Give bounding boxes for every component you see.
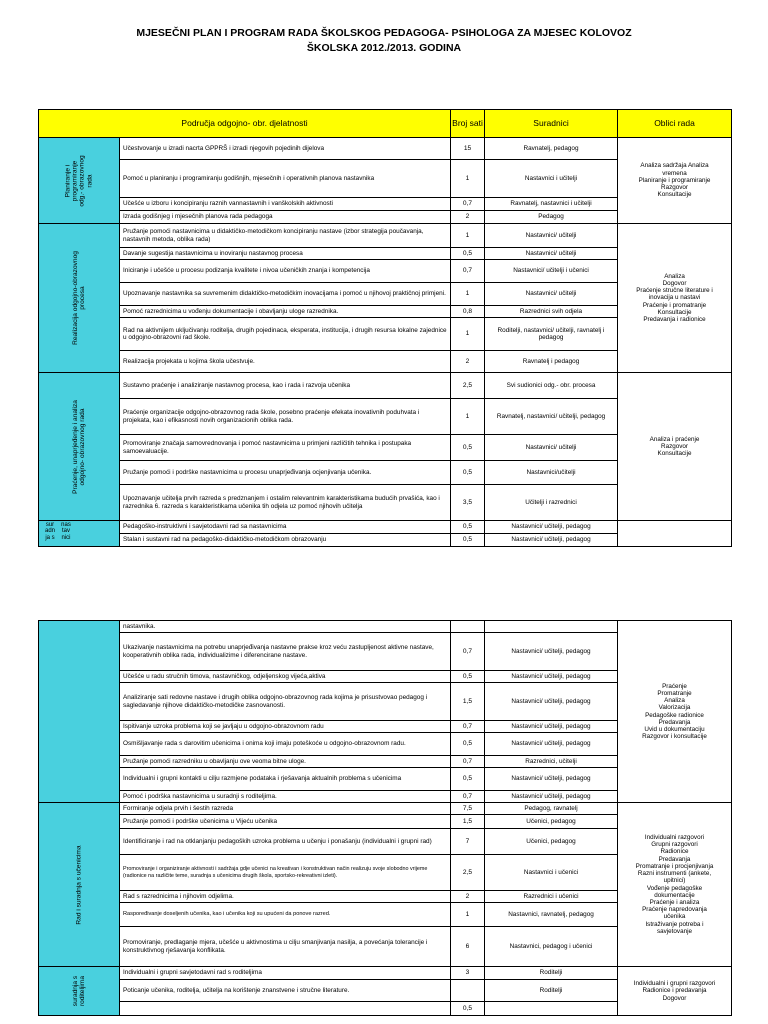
collab-cell: Razrednici, učitelji bbox=[485, 756, 618, 768]
activity-cell: Učešće u radu stručnih timova, nastavničkog, odjeljenskog vijeća,aktiva bbox=[120, 671, 451, 683]
collab-cell: Nastavnici/ učitelji, pedagog bbox=[485, 768, 618, 791]
area-label-ucenici: Rad i suradnja s učenicima bbox=[39, 803, 120, 967]
activity-cell: Izrada godišnjeg i mjesečnih planova rada pedagoga bbox=[120, 211, 451, 224]
hours-cell: 0,7 bbox=[451, 721, 485, 733]
hours-cell: 0,5 bbox=[451, 1002, 485, 1016]
collab-cell: Roditelji bbox=[485, 967, 618, 980]
table-row bbox=[39, 967, 732, 980]
hours-cell: 2,5 bbox=[451, 373, 485, 399]
collab-cell: Nastavnici/ učitelji, pedagog bbox=[485, 791, 618, 803]
activity-cell: Osmišljavanje rada s darovitim učenicima i onima koji imaju poteškoće u odgojno-obrazovnom radu. bbox=[120, 733, 451, 756]
area-label-continued bbox=[39, 621, 120, 803]
activity-cell: Stalan i sustavni rad na pedagoško-didaktičko-metodičkom obrazovanju bbox=[120, 534, 451, 547]
collab-cell: Nastavnici, ravnatelj, pedagog bbox=[485, 903, 618, 927]
area-label-roditelji: suradnja s roditeljima bbox=[39, 967, 120, 1016]
hours-cell: 1 bbox=[451, 399, 485, 435]
collab-cell: Učitelji i razrednici bbox=[485, 485, 618, 521]
activity-cell: Poticanje učenika, roditelja, učitelja na korištenje znanstvene i stručne literature. bbox=[120, 980, 451, 1002]
hours-cell: 0,7 bbox=[451, 198, 485, 211]
hours-cell: 0,7 bbox=[451, 756, 485, 768]
collab-cell: Ravnatelj i pedagog bbox=[485, 351, 618, 373]
activity-cell: Raspoređivanje doseljenih učenika, kao i učenika koji su upućeni da ponove razred. bbox=[120, 903, 451, 927]
table-row bbox=[39, 138, 732, 160]
collab-cell: Ravnatelj, nastavnici i učitelji bbox=[485, 198, 618, 211]
collab-cell: Nastavnici/ učitelji, pedagog bbox=[485, 521, 618, 534]
activity-cell: Individualni i grupni savjetodavni rad s roditeljima bbox=[120, 967, 451, 980]
collab-cell bbox=[485, 1002, 618, 1016]
collab-cell: Ravnatelj, nastavnici/ učitelji, pedagog bbox=[485, 399, 618, 435]
hours-cell: 0,5 bbox=[451, 461, 485, 485]
table-row bbox=[39, 224, 732, 248]
activity-cell: Rad s razrednicima i njihovim odjelima. bbox=[120, 891, 451, 903]
activity-cell bbox=[120, 1002, 451, 1016]
activity-cell: Promoviranje i organiziranje aktivnosti i sadržaja gdje učenici na kreativan i konstruktivan način realizuju svoje slobodno vrijeme (radionice na različite teme, suradnja s učenicima drugih škola, sportsko-rekreativni izleti). bbox=[120, 855, 451, 891]
hours-cell: 3,5 bbox=[451, 485, 485, 521]
hours-cell: 1,5 bbox=[451, 683, 485, 721]
forms-cell: Individualni razgovori Grupni razgovori Radionice Predavanja Promatranje i procjenjivanja Razni instrumenti (ankete, upitnici) Vođenje pedagoške dokumentacije Praćenje i analiza Praćenje napredovanja učenika Istraživanje potreba i savjetovanje bbox=[618, 803, 732, 967]
forms-cell: Analiza sadržaja Analiza vremena Planiranje i programiranje Razgovor Konsultacije bbox=[618, 138, 732, 224]
hours-cell: 0,5 bbox=[451, 733, 485, 756]
collab-cell: Pedagog bbox=[485, 211, 618, 224]
activity-cell: Ukazivanje nastavnicima na potrebu unaprjeđivanja nastavne prakse kroz veću zastupljenost aktivne nastave, kooperativnih oblika rada, individualizime i diferencirane nastave. bbox=[120, 633, 451, 671]
hours-cell: 2 bbox=[451, 891, 485, 903]
hours-cell: 0,7 bbox=[451, 633, 485, 671]
activity-cell: nastavnika. bbox=[120, 621, 451, 633]
collab-cell: Nastavnici/ učitelji, pedagog bbox=[485, 733, 618, 756]
hours-cell: 0,5 bbox=[451, 521, 485, 534]
title-line-1: MJESEČNI PLAN I PROGRAM RADA ŠKOLSKOG PEDAGOGA- PSIHOLOGA ZA MJESEC KOLOVOZ bbox=[136, 27, 632, 39]
hours-cell: 0,8 bbox=[451, 306, 485, 318]
activity-cell: Davanje sugestija nastavnicima u inoviranju nastavnog procesa bbox=[120, 248, 451, 260]
collab-cell: Pedagog, ravnatelj bbox=[485, 803, 618, 815]
hours-cell: 2,5 bbox=[451, 855, 485, 891]
hours-cell: 0,5 bbox=[451, 671, 485, 683]
area-label-pracenje: Praćenje, unaprjeđenje i analiza odgojno- obrazovnog rada bbox=[39, 373, 120, 521]
collab-cell: Nastavnici/ učitelji, pedagog bbox=[485, 721, 618, 733]
collab-cell: Nastavnici i učitelji bbox=[485, 160, 618, 198]
area-label-suradnja-nastavnici: sur adn ja s nas tav nici bbox=[39, 521, 120, 547]
activity-cell: Pomoć i podrška nastavnicima u suradnji s roditeljima. bbox=[120, 791, 451, 803]
activity-cell: Rad na aktivnijem uključivanju roditelja, drugih pojedinaca, eksperata, institucija, i drugih resursa lokalne zajednice u odgojno-obrazovni rad škole. bbox=[120, 318, 451, 351]
activity-cell: Individualni i grupni kontakti u cilju razmjene podataka i rješavanja aktualnih problema s učenicima bbox=[120, 768, 451, 791]
hours-cell: 7,5 bbox=[451, 803, 485, 815]
collab-cell: Učenici, pedagog bbox=[485, 815, 618, 829]
hours-cell bbox=[451, 621, 485, 633]
activity-cell: Pedagoško-instruktivni i savjetodavni rad sa nastavnicima bbox=[120, 521, 451, 534]
collab-cell: Nastavnici/ učitelji bbox=[485, 435, 618, 461]
forms-cell: Individualni i grupni razgovori Radionice i predavanja Dogovor bbox=[618, 967, 732, 1016]
forms-cell: Praćenje Promatranje Analiza Valorizacija Pedagoške radionice Predavanja Uvid u dokumentaciju Razgovor i konsultacije bbox=[618, 621, 732, 803]
hours-cell: 0,7 bbox=[451, 791, 485, 803]
collab-cell: Ravnatelj, pedagog bbox=[485, 138, 618, 160]
activity-cell: Realizacija projekata u kojima škola učestvuje. bbox=[120, 351, 451, 373]
activity-cell: Formiranje odjela prvih i šestih razreda bbox=[120, 803, 451, 815]
hours-cell: 7 bbox=[451, 829, 485, 855]
activity-cell: Analiziranje sati redovne nastave i drugih oblika odgojno-obrazovnog rada kojima je prisustvovao pedagog i sagledavanje njihove didaktičko-metodičke zasnovanosti. bbox=[120, 683, 451, 721]
hours-cell: 2 bbox=[451, 211, 485, 224]
activity-cell: Ispitivanje uzroka problema koji se javljaju u odgojno-obrazovnom radu bbox=[120, 721, 451, 733]
header-forms: Oblici rada bbox=[618, 110, 732, 138]
table-row bbox=[39, 373, 732, 399]
collab-cell: Svi sudionici odg.- obr. procesa bbox=[485, 373, 618, 399]
table-row bbox=[39, 621, 732, 633]
collab-cell: Nastavnici/ učitelji, pedagog bbox=[485, 534, 618, 547]
activity-cell: Promoviranje značaja samovrednovanja i pomoć nastavnicima u primjeni različitih tehnika i postupaka samoevaluacije. bbox=[120, 435, 451, 461]
header-area: Područja odgojno- obr. djelatnosti bbox=[39, 110, 451, 138]
hours-cell: 3 bbox=[451, 967, 485, 980]
header-count: Broj sati bbox=[451, 110, 485, 138]
collab-cell: Nastavnici/ učitelji bbox=[485, 224, 618, 248]
forms-cell: Analiza i praćenje Razgovor Konsultacije bbox=[618, 373, 732, 521]
activity-cell: Učestvovanje u izradi nacrta GPPRŠ i izradi njegovih pojedinih dijelova bbox=[120, 138, 451, 160]
collab-cell: Učenici, pedagog bbox=[485, 829, 618, 855]
table-row bbox=[39, 521, 732, 534]
activity-cell: Sustavno praćenje i analiziranje nastavnog procesa, kao i rada i razvoja učenika bbox=[120, 373, 451, 399]
collab-cell: Razrednici i učenici bbox=[485, 891, 618, 903]
page-title bbox=[0, 26, 768, 56]
collab-cell: Nastavnici i učenici bbox=[485, 855, 618, 891]
activity-cell: Upoznavanje učitelja prvih razreda s predznanjem i ostalim relevantnim karakteristikama budućih prvašića, kao i razrednika 6. razreda s karakteristikama učenika tih odjela uz pomoć njihovih učitelja bbox=[120, 485, 451, 521]
activity-cell: Praćenje organizacije odgojno-obrazovnog rada škole, posebno praćenje efekata inovativnih poduhvata i projekata, kao i efikasnosti novih organizacionih oblika rada. bbox=[120, 399, 451, 435]
collab-cell: Nastavnici/ učitelji, pedagog bbox=[485, 633, 618, 671]
hours-cell: 15 bbox=[451, 138, 485, 160]
hours-cell: 0,5 bbox=[451, 248, 485, 260]
hours-cell: 0,5 bbox=[451, 534, 485, 547]
header-row bbox=[39, 110, 732, 138]
collab-cell: Nastavnici/ učitelji, pedagog bbox=[485, 671, 618, 683]
hours-cell: 0,5 bbox=[451, 435, 485, 461]
area-label-realizacija: Realizacija odgojno-obrazovnog procesa bbox=[39, 224, 120, 373]
hours-cell: 0,5 bbox=[451, 768, 485, 791]
collab-cell: Razrednici svih odjela bbox=[485, 306, 618, 318]
collab-cell bbox=[485, 621, 618, 633]
activity-cell: Učešće u izboru i koncipiranju raznih vannastavnih i vanškolskih aktivnosti bbox=[120, 198, 451, 211]
collab-cell: Nastavnici/ učitelji, pedagog bbox=[485, 683, 618, 721]
title-line-2: ŠKOLSKA 2012./2013. GODINA bbox=[306, 42, 462, 54]
hours-cell: 1,5 bbox=[451, 815, 485, 829]
hours-cell: 1 bbox=[451, 283, 485, 306]
collab-cell: Nastavnici/ učitelji bbox=[485, 283, 618, 306]
hours-cell: 6 bbox=[451, 927, 485, 967]
activity-cell: Upoznavanje nastavnika sa suvremenim didaktičko-metodičkim inovacijama i pomoć u njihovoj praktičnoj primjeni. bbox=[120, 283, 451, 306]
activity-cell: Pružanje pomoći i podrške učenicima u Vijeću učenika bbox=[120, 815, 451, 829]
forms-cell: Analiza Dogovor Praćenje stručne literature i inovacija u nastavi Praćenje i promatranje Konsultacije Predavanja i radionice bbox=[618, 224, 732, 373]
header-collab: Suradnici bbox=[485, 110, 618, 138]
collab-cell: Roditelji bbox=[485, 980, 618, 1002]
collab-cell: Roditelji, nastavnici/ učitelji, ravnatelj i pedagog bbox=[485, 318, 618, 351]
hours-cell: 0,7 bbox=[451, 260, 485, 283]
collab-cell: Nastavnici/ učitelji i učenici bbox=[485, 260, 618, 283]
activity-cell: Promoviranje, predlaganje mjera, učešće u aktivnostima u cilju smanjivanja nasilja, a povećanja tolerancije i konstruktivnog rješavanja konflikata. bbox=[120, 927, 451, 967]
activity-cell: Pomoć razrednicima u vođenju dokumentacije i obavljanju uloge razrednika. bbox=[120, 306, 451, 318]
area-label-planiranje: Planiranje i programiranje odg.- obrazovnog rada bbox=[39, 138, 120, 224]
forms-cell bbox=[618, 521, 732, 547]
collab-cell: Nastavnici/učitelji bbox=[485, 461, 618, 485]
activity-cell: Pružanje pomoći nastavnicima u didaktičko-metodičkom koncipiranju nastave (izbor strategija poučavanja, nastavnih metoda, oblika rada) bbox=[120, 224, 451, 248]
collab-cell: Nastavnici, pedagog i učenici bbox=[485, 927, 618, 967]
plan-table-2 bbox=[38, 620, 732, 1016]
hours-cell: 1 bbox=[451, 160, 485, 198]
plan-table-1 bbox=[38, 109, 732, 547]
collab-cell: Nastavnici/ učitelji bbox=[485, 248, 618, 260]
activity-cell: Iniciranje i učešće u procesu podizanja kvalitete i nivoa učeničkih znanja i kompetencija bbox=[120, 260, 451, 283]
table-row bbox=[39, 803, 732, 815]
hours-cell bbox=[451, 980, 485, 1002]
activity-cell: Pružanje pomoći i podrške nastavnicima u procesu unaprjeđivanja ocjenjivanja učenika. bbox=[120, 461, 451, 485]
activity-cell: Identificiranje i rad na otklanjanju pedagoških uzroka problema u učenju i ponašanju (individualni i grupni rad) bbox=[120, 829, 451, 855]
hours-cell: 1 bbox=[451, 903, 485, 927]
hours-cell: 2 bbox=[451, 351, 485, 373]
hours-cell: 1 bbox=[451, 318, 485, 351]
activity-cell: Pomoć u planiranju i programiranju godišnjih, mjesečnih i operativnih planova nastavnika bbox=[120, 160, 451, 198]
hours-cell: 1 bbox=[451, 224, 485, 248]
activity-cell: Pružanje pomoći razredniku u obavljanju ove veoma bitne uloge. bbox=[120, 756, 451, 768]
